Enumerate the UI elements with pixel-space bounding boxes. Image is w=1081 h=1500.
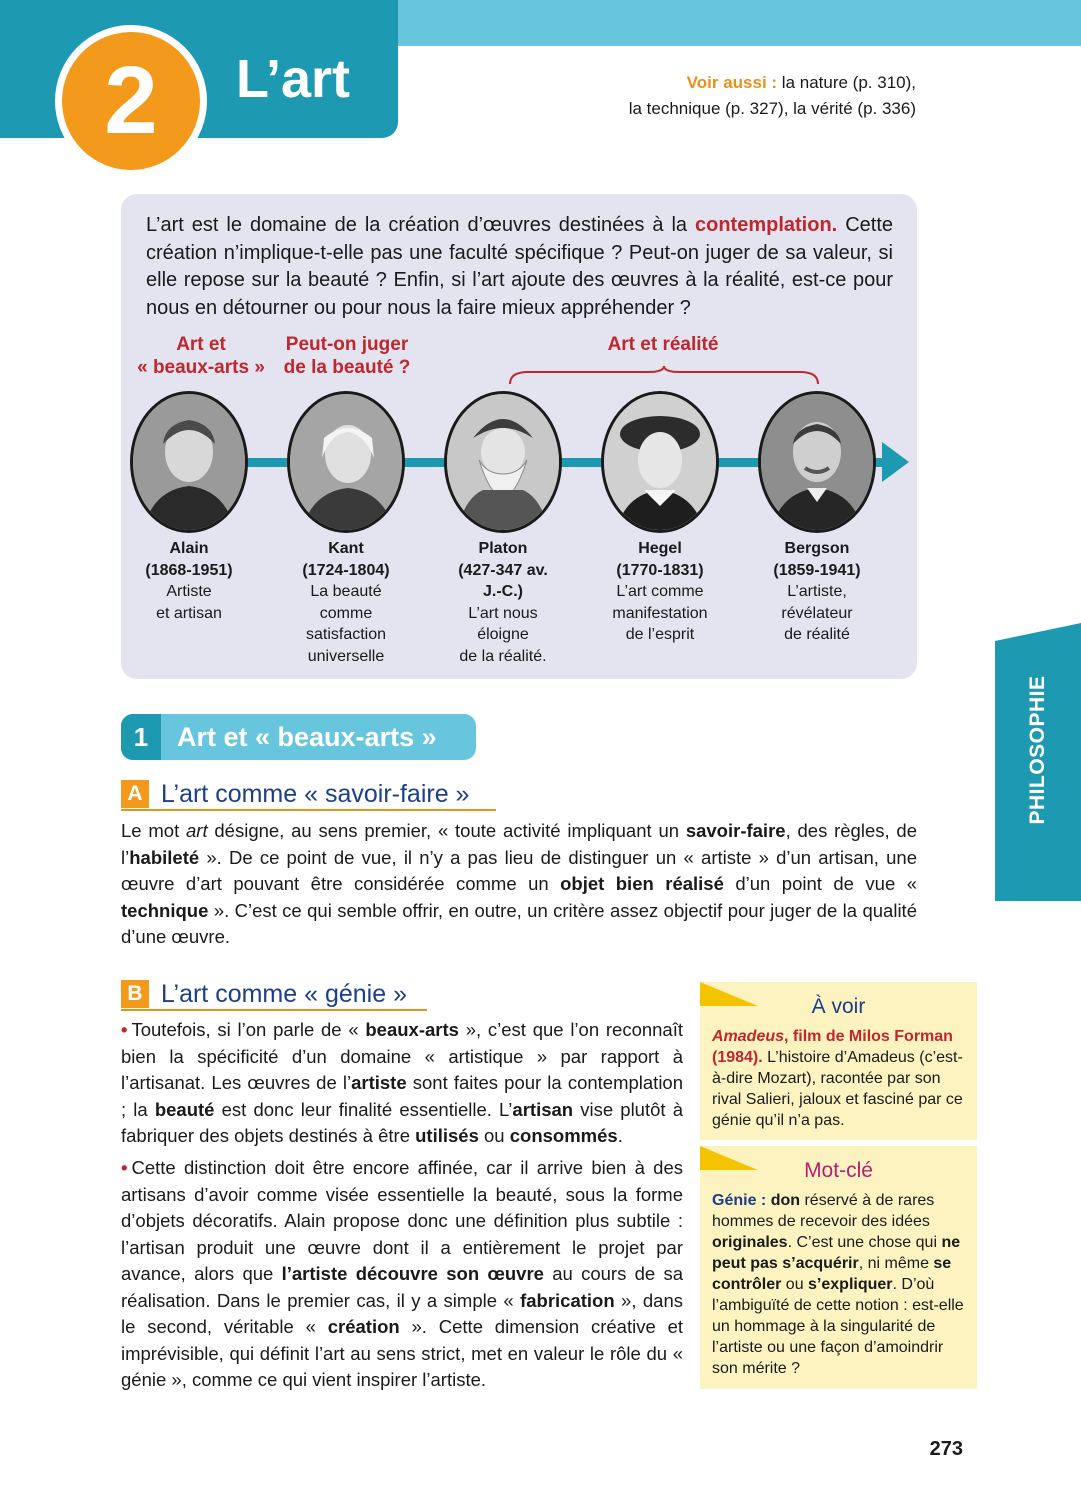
person-desc: comme — [319, 604, 373, 622]
person-dates: (1868-1951) — [145, 561, 233, 579]
text: ou — [478, 1125, 510, 1146]
subsection-title: L’art comme « savoir-faire » — [161, 780, 470, 808]
person-dates: (1724-1804) — [302, 561, 390, 579]
person-desc: de l’esprit — [625, 626, 695, 643]
timeline-heading-art-beaux-arts — [126, 333, 276, 379]
text: ou — [781, 1276, 809, 1293]
text-bold: artisan — [512, 1098, 574, 1120]
person-name: Bergson — [784, 540, 850, 557]
text-bold: beaux-arts — [365, 1019, 459, 1040]
timeline-heading-juger-beaute — [272, 333, 422, 379]
person-name: Platon — [478, 540, 528, 557]
text: vise plutôt à fabriquer des objets destinés à être — [121, 1098, 683, 1146]
person-desc: satisfaction — [305, 626, 387, 643]
timeline-heading-art-realite: Art et réalité — [607, 334, 719, 355]
mot-cle-title: Mot-clé — [804, 1159, 873, 1182]
arrow-right-icon — [882, 442, 909, 482]
text: Cette distinction doit être encore affinée, car il arrive bien à des artisans d’avoir comme visée essentielle la beauté, sous la forme d’objets décoratifs. Alain propose donc une définition plus subtile : l’artisan produit une œuvre dont il a entièrement le projet par avance, alors que — [121, 1157, 683, 1284]
person-name: Hegel — [638, 540, 682, 557]
text: sont faites pour la contemplation ; la — [121, 1072, 684, 1120]
section-title: Art et « beaux-arts » — [177, 722, 437, 752]
person-desc: L’artiste, — [787, 583, 847, 600]
person-desc: L’art comme — [616, 583, 704, 600]
person-portrait-icon — [447, 394, 559, 530]
see-also — [629, 70, 916, 122]
text-bold: objet bien réalisé — [560, 873, 724, 894]
person-kant — [276, 538, 416, 667]
person-dates: (427-347 av. — [458, 561, 548, 579]
person-portrait-icon — [133, 394, 245, 530]
person-platon — [433, 538, 573, 667]
text: . D’où l’ambiguïté de cette notion : est-elle un hommage à la singularité de l’artiste ou une façon d’amoindrir son mérite ? — [712, 1276, 964, 1377]
intro-text-part: L’art est le domaine de la création d’œuvres destinées à la — [146, 214, 695, 236]
person-name: Kant — [328, 540, 364, 557]
text-bold: l’artiste découvre son œuvre — [281, 1263, 544, 1284]
person-hegel — [590, 538, 730, 646]
text-bold: beauté — [154, 1098, 215, 1120]
subsection-b-paragraph-2 — [121, 1155, 683, 1394]
text: au cours de sa réalisation. Dans le premier cas, il y a simple « — [121, 1263, 684, 1311]
term: Génie : — [712, 1192, 767, 1209]
subsection-b-heading — [121, 979, 427, 1011]
subsection-title: L’art comme « génie » — [161, 980, 407, 1008]
subsection-a-paragraph — [121, 818, 917, 951]
text: Toutefois, si l’on parle de « — [131, 1019, 366, 1040]
text-bold: artiste — [351, 1072, 407, 1093]
portrait-bergson — [758, 391, 876, 533]
portrait-platon — [444, 391, 562, 533]
note-corner-icon — [700, 982, 758, 1006]
person-desc: universelle — [307, 647, 385, 665]
person-desc: de la réalité. — [459, 647, 547, 665]
person-portrait-icon — [761, 394, 873, 530]
person-desc: L’art nous — [468, 604, 538, 622]
person-desc: La beauté — [310, 583, 382, 600]
section-heading — [121, 714, 476, 760]
text: est donc leur finalité essentielle. L’ — [214, 1098, 513, 1120]
chapter-number: 2 — [104, 47, 158, 154]
person-desc: éloigne — [477, 626, 529, 643]
text: », dans le second, véritable « — [121, 1289, 683, 1337]
text: Le mot — [121, 820, 186, 841]
text: , des règles, de l’ — [121, 820, 917, 868]
portrait-hegel — [601, 391, 719, 533]
person-portrait-icon — [290, 394, 402, 530]
chapter-badge — [55, 25, 207, 177]
heading-line: Art et — [176, 334, 226, 355]
text: . C’est une chose qui — [787, 1234, 942, 1251]
text: ». Cette dimension créative et imprévisible, qui définit l’art au sens strict, met en valeur le rôle du « génie », comme ce qui vient inspirer l’artiste. — [121, 1316, 683, 1390]
mot-cle-box — [700, 1146, 977, 1389]
text-bold: habileté — [129, 846, 200, 868]
heading-line: Peut-on juger — [285, 334, 409, 355]
text: », c’est que l’on reconnaît bien la spécificité d’un domaine « artistique » par rapport à l’artisanat. Les œuvres de l’ — [121, 1019, 684, 1093]
text-bold: technique — [121, 899, 209, 921]
film-info: , film de Milos Forman (1984). — [712, 1028, 953, 1066]
text-bold: consommés — [509, 1125, 618, 1146]
intro-keyword: contemplation. — [695, 214, 838, 236]
person-name: Alain — [169, 540, 209, 557]
text-bold: originales — [712, 1234, 788, 1251]
portrait-alain — [130, 391, 248, 533]
intro-text — [146, 212, 893, 322]
subsection-letter: A — [121, 780, 149, 808]
text-bold: se contrôler — [712, 1255, 952, 1293]
text: d’un point de vue « — [723, 873, 917, 894]
person-dates: J.-C.) — [483, 583, 523, 600]
text-bold: ne peut pas s’acquérir — [712, 1234, 961, 1272]
person-desc: manifestation — [612, 604, 708, 622]
intro-text-part: Cette création n’implique-t-elle pas une faculté spécifique ? Peut-on juger de sa valeur, si elle repose sur la beauté ? Enfin, si l’art ajoute des œuvres à la réalité, est-ce pour nous en détourner ou pour nous la faire mieux appréhender ? — [146, 214, 894, 319]
brace-icon — [508, 364, 820, 386]
text: ». C’est ce qui semble offrir, en outre, un critère assez objectif pour juger de la qualité d’une œuvre. — [121, 899, 917, 947]
person-dates: (1859-1941) — [773, 561, 861, 579]
text: désigne, au sens premier, « toute activité impliquant un — [207, 820, 686, 841]
person-portrait-icon — [604, 394, 716, 530]
person-alain — [119, 538, 259, 624]
text-italic: art — [186, 820, 208, 841]
text: L’histoire d’Amadeus (c’est-à-dire Mozart), racontée par son rival Salieri, jaloux et fasciné par ce génie qu’il n’a pas. — [712, 1049, 963, 1129]
a-voir-box — [700, 982, 977, 1140]
text-bold: s’expliquer — [808, 1276, 893, 1293]
portrait-kant — [287, 391, 405, 533]
bullet-icon: • — [121, 1019, 128, 1040]
bullet-icon: • — [121, 1157, 128, 1178]
subsection-a-heading — [121, 779, 496, 811]
person-bergson — [747, 538, 887, 646]
heading-line: de la beauté ? — [283, 357, 411, 378]
subsection-letter: B — [121, 980, 149, 1008]
text-bold: utilisés — [415, 1125, 479, 1146]
chapter-title: L’art — [236, 49, 351, 109]
text-bold: création — [327, 1316, 400, 1337]
person-dates: (1770-1831) — [616, 561, 704, 579]
text: , ni même — [858, 1255, 934, 1272]
text: . — [617, 1125, 623, 1146]
note-corner-icon — [700, 1146, 758, 1170]
text-bold: savoir-faire — [685, 820, 786, 841]
film-title: Amadeus — [712, 1028, 785, 1045]
text-bold: don — [770, 1192, 801, 1209]
text-bold: fabrication — [520, 1289, 615, 1311]
see-also-line2: la technique (p. 327), la vérité (p. 336) — [628, 99, 916, 118]
heading-line: « beaux-arts » — [137, 357, 265, 378]
see-also-line1: la nature (p. 310), — [781, 73, 916, 92]
person-desc: de réalité — [784, 626, 850, 643]
person-desc: et artisan — [156, 604, 222, 622]
text: réservé à de rares hommes de recevoir des idées — [712, 1192, 935, 1230]
text: ». De ce point de vue, il n’y a pas lieu de distinguer un « artiste » d’un artisan, une œuvre d’art pouvant être considérée comme un — [121, 846, 917, 894]
a-voir-body — [700, 1020, 977, 1139]
a-voir-title: À voir — [811, 995, 866, 1018]
person-desc: Artiste — [166, 583, 212, 600]
see-also-label: Voir aussi : — [686, 73, 778, 92]
person-desc: révélateur — [781, 604, 853, 622]
page-number: 273 — [929, 1438, 963, 1460]
subsection-b-paragraph-1 — [121, 1017, 683, 1150]
section-number: 1 — [121, 714, 161, 760]
mot-cle-body — [700, 1184, 977, 1387]
side-tab-label: PHILOSOPHIE — [1026, 675, 1049, 825]
